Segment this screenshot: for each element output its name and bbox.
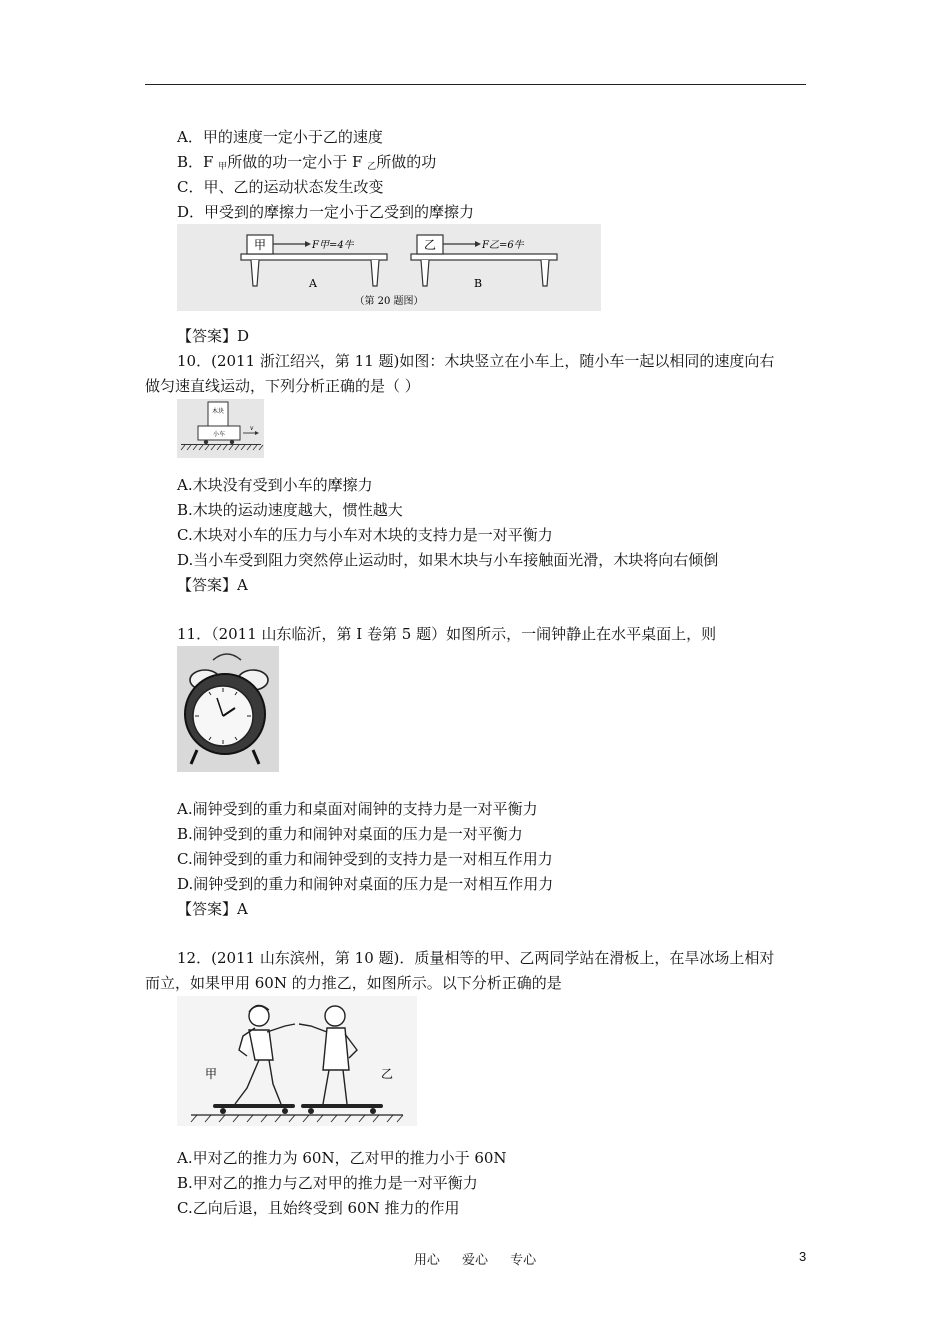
fig20-label-yi: 乙 bbox=[423, 238, 437, 252]
q12-option-c: C.乙向后退，且始终受到 60N 推力的作用 bbox=[177, 1199, 460, 1217]
fig20-force-jia: F甲=4牛 bbox=[312, 240, 354, 251]
fig-q12-label-yi: 乙 bbox=[381, 1067, 394, 1081]
q9-option-c: C．甲、乙的运动状态发生改变 bbox=[177, 178, 384, 196]
q10-answer: 【答案】A bbox=[177, 576, 248, 594]
page-footer bbox=[0, 1249, 950, 1268]
q11-option-c: C.闹钟受到的重力和闹钟受到的支持力是一对相互作用力 bbox=[177, 850, 553, 868]
fig20-label-jia: 甲 bbox=[253, 238, 267, 252]
q12-option-b: B.甲对乙的推力与乙对甲的推力是一对平衡力 bbox=[177, 1174, 478, 1192]
q9-answer: 【答案】D bbox=[177, 327, 250, 345]
figure-q11-alarm-clock bbox=[177, 646, 279, 772]
q10-option-b: B.木块的运动速度越大，惯性越大 bbox=[177, 501, 403, 519]
header-rule bbox=[145, 84, 806, 85]
q10-stem-line2: 做匀速直线运动，下列分析正确的是（ ） bbox=[145, 377, 420, 395]
figure-q10-cart bbox=[177, 399, 264, 458]
q11-option-b: B.闹钟受到的重力和闹钟对桌面的压力是一对平衡力 bbox=[177, 825, 523, 843]
q11-option-d: D.闹钟受到的重力和闹钟对桌面的压力是一对相互作用力 bbox=[177, 875, 554, 893]
q12-stem-line1: 12．(2011 山东滨州，第 10 题)．质量相等的甲、乙两同学站在滑板上，在旱冰场上相对 bbox=[177, 949, 775, 967]
fig20-label-b: B bbox=[474, 277, 483, 290]
figure-20-tables bbox=[177, 224, 601, 311]
q11-option-a: A.闹钟受到的重力和桌面对闹钟的支持力是一对平衡力 bbox=[177, 800, 538, 818]
fig-q12-label-jia: 甲 bbox=[205, 1067, 218, 1081]
fig-q10-cart-label: 小车 bbox=[212, 431, 226, 438]
footer-part-1: 用心 bbox=[413, 1253, 440, 1268]
footer-part-3: 专心 bbox=[510, 1253, 537, 1268]
q10-stem-line1: 10．(2011 浙江绍兴，第 11 题)如图：木块竖立在小车上，随小车一起以相同的速度向右 bbox=[177, 352, 775, 370]
q10-option-a: A.木块没有受到小车的摩擦力 bbox=[177, 476, 373, 494]
q12-option-a: A.甲对乙的推力为 60N，乙对甲的推力小于 60N bbox=[177, 1149, 507, 1167]
q9-option-a: A．甲的速度一定小于乙的速度 bbox=[177, 128, 383, 146]
q9-option-d: D．甲受到的摩擦力一定小于乙受到的摩擦力 bbox=[177, 203, 475, 221]
fig20-label-a: A bbox=[309, 277, 317, 290]
fig-q10-block-label: 木块 bbox=[211, 408, 225, 415]
page-number: 3 bbox=[799, 1249, 807, 1264]
q11-answer: 【答案】A bbox=[177, 900, 248, 918]
fig20-caption: （第 20 题图） bbox=[354, 296, 424, 307]
q10-option-c: C.木块对小车的压力与小车对木块的支持力是一对平衡力 bbox=[177, 526, 553, 544]
fig20-force-yi: F乙=6牛 bbox=[482, 240, 524, 251]
q10-option-d: D.当小车受到阻力突然停止运动时，如果木块与小车接触面光滑，木块将向右倾倒 bbox=[177, 551, 719, 569]
fig-q10-velocity-label: v bbox=[250, 425, 254, 432]
q11-stem-line1: 11．（2011 山东临沂，第 I 卷第 5 题）如图所示，一闹钟静止在水平桌面上，则 bbox=[177, 625, 717, 643]
footer-part-2: 爱心 bbox=[461, 1253, 488, 1268]
figure-q12-skaters bbox=[177, 996, 417, 1126]
q9-option-b: B．F $_甲$所做的功一定小于 F $_乙$所做的功 bbox=[177, 153, 437, 172]
q12-stem-line2: 而立，如果甲用 60N 的力推乙，如图所示。以下分析正确的是 bbox=[145, 974, 562, 992]
